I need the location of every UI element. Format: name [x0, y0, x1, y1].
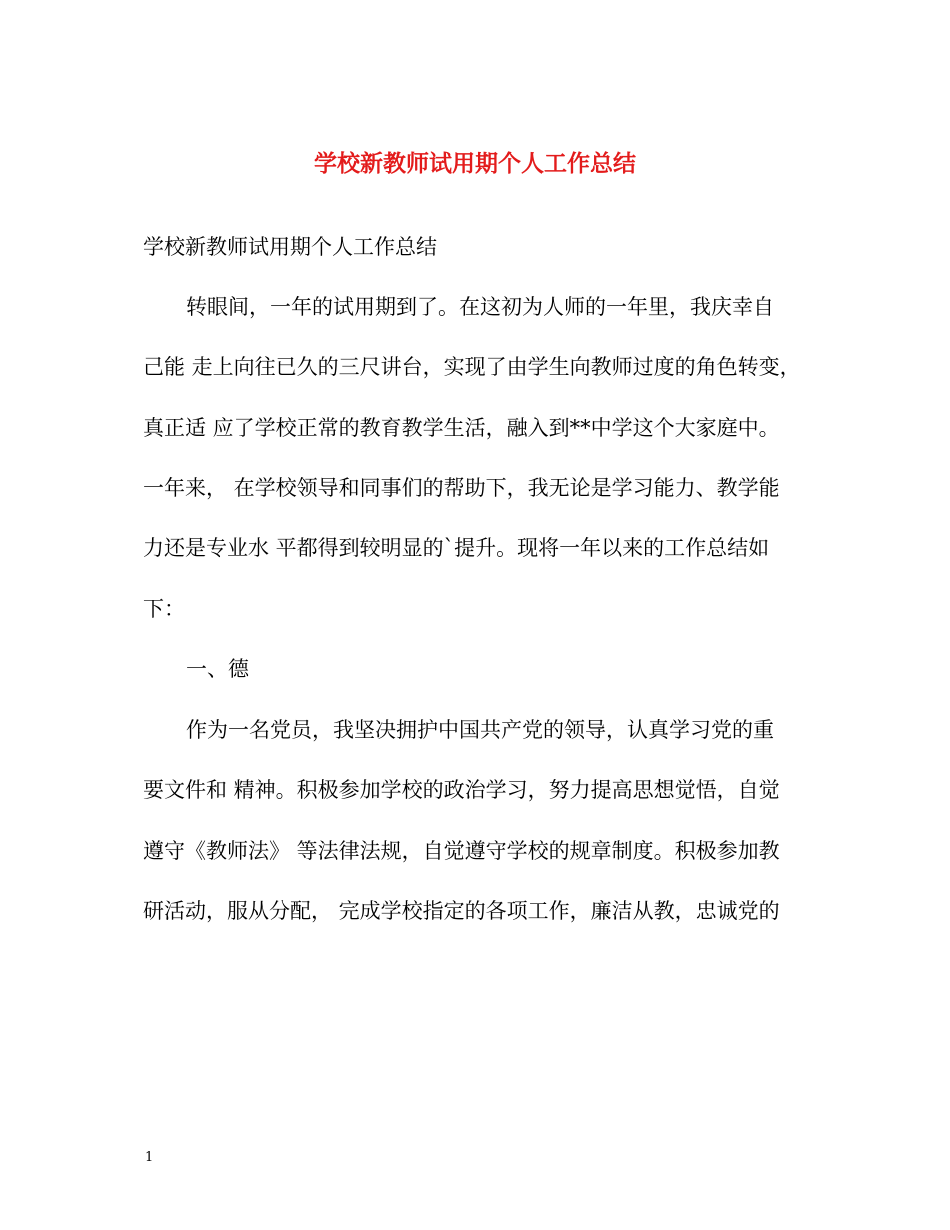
paragraph-line: 遵守《教师法》 等法律法规，自觉遵守学校的规章制度。积极参加教 [143, 839, 780, 863]
paragraph-line: 研活动，服从分配， 完成学校指定的各项工作，廉洁从教，忠诚党的 [143, 899, 780, 923]
paragraph-line: 一年来， 在学校领导和同事们的帮助下，我无论是学习能力、教学能 [143, 476, 780, 500]
paragraph-line: 下： [143, 597, 185, 621]
document-title: 学校新教师试用期个人工作总结 [314, 150, 636, 177]
paragraph-line: 作为一名党员，我坚决拥护中国共产党的领导，认真学习党的重 [186, 718, 774, 742]
paragraph-line: 力还是专业水 平都得到较明显的`提升。现将一年以来的工作总结如 [143, 536, 770, 560]
section-heading: 一、德 [186, 657, 249, 681]
document-subtitle: 学校新教师试用期个人工作总结 [143, 235, 437, 259]
paragraph-line: 转眼间，一年的试用期到了。在这初为人师的一年里，我庆幸自 [186, 295, 774, 319]
paragraph-line: 要文件和 精神。积极参加学校的政治学习，努力提高思想觉悟，自觉 [143, 778, 780, 802]
paragraph-line: 真正适 应了学校正常的教育教学生活，融入到**中学这个大家庭中。 [143, 416, 780, 440]
page-number: 1 [145, 1150, 154, 1165]
paragraph-line: 己能 走上向往已久的三尺讲台，实现了由学生向教师过度的角色转变， [143, 355, 801, 379]
